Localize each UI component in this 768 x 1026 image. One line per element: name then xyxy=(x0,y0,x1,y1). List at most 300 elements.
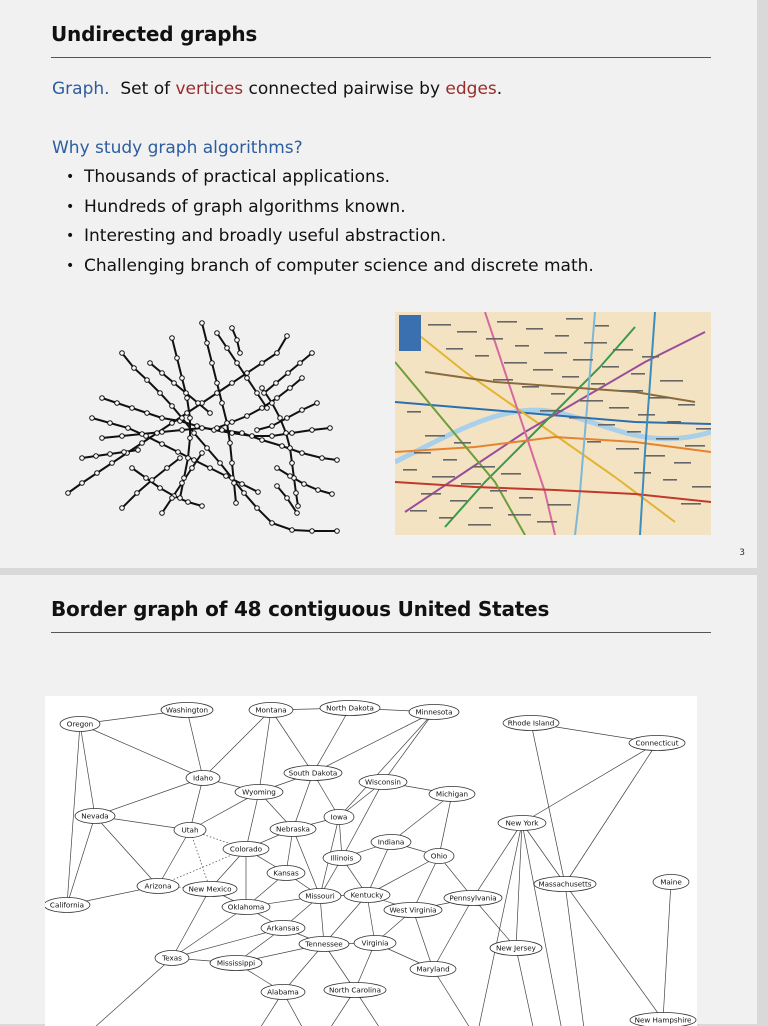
graph-vertex xyxy=(186,456,191,461)
state-node-north-carolina xyxy=(324,983,386,998)
station-label-mark xyxy=(587,441,601,443)
graph-vertex xyxy=(108,421,113,426)
bullet-list xyxy=(84,165,594,283)
subway-map-illustration xyxy=(395,312,711,535)
graph-vertex xyxy=(298,361,303,366)
state-label: Oklahoma xyxy=(228,903,265,912)
graph-vertex xyxy=(175,356,180,361)
graph-vertex xyxy=(178,496,183,501)
graph-vertex xyxy=(170,421,175,426)
graph-vertex xyxy=(215,391,220,396)
graph-vertex xyxy=(256,490,261,495)
graph-vertex xyxy=(286,371,291,376)
station-label-mark xyxy=(598,424,615,426)
graph-vertex xyxy=(185,411,190,416)
state-node-montana xyxy=(249,703,293,718)
state-border-graph xyxy=(45,696,697,1026)
graph-vertex xyxy=(130,466,135,471)
bullet-item: • Hundreds of graph algorithms known. xyxy=(84,195,594,225)
graph-vertex xyxy=(230,420,235,425)
station-label-mark xyxy=(526,328,543,330)
graph-vertex xyxy=(115,401,120,406)
station-label-mark xyxy=(609,407,629,409)
graph-vertex xyxy=(192,431,197,436)
state-label: Kentucky xyxy=(351,891,385,900)
definition-text-1: Set of xyxy=(120,79,170,99)
graph-vertex xyxy=(208,466,213,471)
state-node-alabama xyxy=(261,985,305,1000)
graph-vertex xyxy=(270,521,275,526)
state-label: Wyoming xyxy=(242,788,276,797)
station-label-mark xyxy=(674,462,691,464)
graph-vertex xyxy=(260,438,265,443)
state-node-wisconsin xyxy=(359,775,407,790)
graph-vertex xyxy=(126,426,131,431)
state-node-colorado xyxy=(223,842,269,857)
state-label: Missouri xyxy=(305,892,335,901)
state-label: New York xyxy=(506,819,540,828)
edges-term: edges xyxy=(445,79,496,99)
state-label: Minnesota xyxy=(415,708,452,717)
graph-vertex xyxy=(100,396,105,401)
graph-vertex xyxy=(165,466,170,471)
graph-vertex xyxy=(160,416,165,421)
state-label: Nebraska xyxy=(276,825,310,834)
state-node-minnesota xyxy=(409,705,459,720)
graph-definition xyxy=(52,79,502,99)
graph-vertex xyxy=(220,428,225,433)
graph-edge-chain xyxy=(277,468,332,494)
station-label-mark xyxy=(425,435,445,437)
graph-vertex xyxy=(170,404,175,409)
state-node-south-dakota xyxy=(284,766,342,781)
graph-vertex xyxy=(172,381,177,386)
graph-vertex xyxy=(144,434,149,439)
graph-vertex xyxy=(66,491,71,496)
station-label-mark xyxy=(551,393,565,395)
state-label: California xyxy=(50,901,84,910)
station-label-mark xyxy=(602,366,619,368)
graph-vertex xyxy=(100,436,105,441)
graph-vertex xyxy=(245,376,250,381)
state-node-ohio xyxy=(424,849,454,864)
graph-vertex xyxy=(130,406,135,411)
graph-vertex xyxy=(220,401,225,406)
station-label-mark xyxy=(403,469,417,471)
state-node-utah xyxy=(174,823,206,838)
graph-vertex xyxy=(315,401,320,406)
state-node-oklahoma xyxy=(222,900,270,915)
graph-vertex xyxy=(205,341,210,346)
station-label-mark xyxy=(638,414,655,416)
graph-vertex xyxy=(235,361,240,366)
graph-vertex xyxy=(275,351,280,356)
station-label-mark xyxy=(504,362,527,364)
station-label-mark xyxy=(475,355,489,357)
state-node-nevada xyxy=(75,809,115,824)
station-label-mark xyxy=(493,379,513,381)
station-label-mark xyxy=(566,318,583,320)
state-label: South Dakota xyxy=(289,769,338,778)
graph-vertex xyxy=(218,461,223,466)
graph-vertex xyxy=(284,431,289,436)
graph-vertex xyxy=(285,496,290,501)
graph-vertex xyxy=(215,381,220,386)
station-label-mark xyxy=(634,472,651,474)
graph-vertex xyxy=(228,441,233,446)
state-node-washington xyxy=(161,703,213,718)
state-label: Oregon xyxy=(67,720,93,729)
station-label-mark xyxy=(569,417,589,419)
station-label-mark xyxy=(508,514,531,516)
graph-vertex xyxy=(285,416,290,421)
station-label-mark xyxy=(631,373,645,375)
why-study-question: Why study graph algorithms? xyxy=(52,138,303,158)
graph-term: Graph. xyxy=(52,79,110,99)
graph-vertex xyxy=(185,396,190,401)
state-label: North Carolina xyxy=(329,986,381,995)
graph-vertex xyxy=(302,482,307,487)
state-label: Montana xyxy=(255,706,286,715)
station-label-mark xyxy=(540,410,563,412)
state-label: Colorado xyxy=(230,845,262,854)
station-label-mark xyxy=(642,356,659,358)
state-node-new-jersey xyxy=(490,941,542,956)
graph-vertex xyxy=(260,406,265,411)
title-rule xyxy=(51,632,711,633)
station-label-mark xyxy=(450,500,467,502)
station-label-mark xyxy=(645,455,665,457)
definition-text-2: connected pairwise by xyxy=(248,79,440,99)
station-label-mark xyxy=(656,438,679,440)
graph-vertex xyxy=(288,474,293,479)
graph-vertex xyxy=(270,424,275,429)
station-label-mark xyxy=(407,411,421,413)
station-label-mark xyxy=(692,486,711,488)
graph-vertex xyxy=(300,376,305,381)
station-label-mark xyxy=(584,342,607,344)
station-label-mark xyxy=(613,349,633,351)
vertices-term: vertices xyxy=(176,79,244,99)
state-node-maine xyxy=(653,875,689,890)
station-label-mark xyxy=(490,490,507,492)
state-label: Arizona xyxy=(145,882,172,891)
station-label-mark xyxy=(443,459,457,461)
station-label-mark xyxy=(501,473,521,475)
graph-vertex xyxy=(245,371,250,376)
station-label-mark xyxy=(414,452,431,454)
station-label-mark xyxy=(537,521,557,523)
graph-vertex xyxy=(335,529,340,534)
graph-vertex xyxy=(144,476,149,481)
station-label-mark xyxy=(562,376,579,378)
graph-vertex xyxy=(310,529,315,534)
graph-vertex xyxy=(110,461,115,466)
graph-vertex xyxy=(290,431,295,436)
state-node-new-york xyxy=(498,816,546,831)
graph-vertex xyxy=(186,500,191,505)
graph-vertex xyxy=(230,431,235,436)
graph-vertex xyxy=(294,491,299,496)
station-label-mark xyxy=(681,503,701,505)
graph-vertex xyxy=(330,492,335,497)
state-label: Tennessee xyxy=(304,940,343,949)
station-label-mark xyxy=(457,331,477,333)
graph-vertex xyxy=(230,461,235,466)
state-label: Ohio xyxy=(431,852,448,861)
graph-vertex xyxy=(290,528,295,533)
graph-vertex xyxy=(94,454,99,459)
map-logo xyxy=(399,315,421,351)
graph-vertex xyxy=(195,424,200,429)
state-label: Arkansas xyxy=(267,924,300,933)
state-label: West Virginia xyxy=(389,906,436,915)
station-label-mark xyxy=(660,380,683,382)
state-node-indiana xyxy=(371,835,411,850)
graph-vertex xyxy=(150,478,155,483)
state-node-tennessee xyxy=(299,937,349,952)
state-label: Mississippi xyxy=(217,959,255,968)
state-label: Michigan xyxy=(436,790,468,799)
graph-vertex xyxy=(178,456,183,461)
graph-vertex xyxy=(155,431,160,436)
state-node-maryland xyxy=(410,962,456,977)
graph-vertex xyxy=(190,466,195,471)
graph-vertex xyxy=(335,458,340,463)
state-label: New Jersey xyxy=(496,944,537,953)
state-label: Rhode Island xyxy=(508,719,555,728)
graph-vertex xyxy=(224,474,229,479)
graph-vertex xyxy=(310,428,315,433)
graph-vertex xyxy=(188,416,193,421)
state-node-virginia xyxy=(354,936,396,951)
graph-vertex xyxy=(184,391,189,396)
graph-vertex xyxy=(260,386,265,391)
graph-vertex xyxy=(285,334,290,339)
state-node-connecticut xyxy=(629,736,685,751)
station-label-mark xyxy=(522,386,539,388)
graph-vertex xyxy=(182,476,187,481)
station-label-mark xyxy=(472,466,495,468)
graph-edge-chain xyxy=(217,333,267,408)
graph-vertex xyxy=(145,411,150,416)
graph-vertex xyxy=(200,426,205,431)
state-label: Texas xyxy=(161,954,182,963)
graph-vertex xyxy=(208,411,213,416)
graph-vertex xyxy=(316,488,321,493)
graph-vertex xyxy=(274,381,279,386)
title-rule xyxy=(51,57,711,58)
state-node-california xyxy=(45,898,90,913)
graph-vertex xyxy=(225,346,230,351)
graph-vertex xyxy=(242,491,247,496)
station-label-mark xyxy=(591,383,605,385)
station-label-mark xyxy=(468,524,491,526)
state-label: Virginia xyxy=(361,939,388,948)
state-node-kansas xyxy=(267,866,305,881)
station-label-mark xyxy=(439,517,453,519)
state-label: Alabama xyxy=(267,988,299,997)
station-label-mark xyxy=(533,369,553,371)
graph-vertex xyxy=(240,482,245,487)
graph-vertex xyxy=(238,351,243,356)
station-label-mark xyxy=(544,352,567,354)
graph-vertex xyxy=(230,381,235,386)
station-label-mark xyxy=(555,335,569,337)
station-label-mark xyxy=(479,507,493,509)
graph-vertex xyxy=(180,376,185,381)
slide-border-graph xyxy=(0,575,757,1024)
state-label: North Dakota xyxy=(326,704,374,713)
bullet-item: • Interesting and broadly useful abstraction. xyxy=(84,224,594,254)
graph-vertex xyxy=(205,446,210,451)
slide-title: Undirected graphs xyxy=(51,22,257,46)
graph-vertex xyxy=(176,450,181,455)
station-label-mark xyxy=(410,510,427,512)
state-label: Wisconsin xyxy=(365,778,401,787)
graph-vertex xyxy=(240,431,245,436)
graph-vertex xyxy=(296,504,301,509)
state-label: Illinois xyxy=(331,854,354,863)
graph-vertex xyxy=(170,496,175,501)
state-label: Maryland xyxy=(416,965,449,974)
state-node-missouri xyxy=(299,889,341,904)
graph-vertex xyxy=(295,511,300,516)
state-node-texas xyxy=(155,951,189,966)
state-node-west-virginia xyxy=(384,903,442,918)
station-label-mark xyxy=(620,390,643,392)
graph-vertex xyxy=(188,436,193,441)
random-graph-illustration xyxy=(62,318,344,538)
state-label: Indiana xyxy=(378,838,405,847)
station-label-mark xyxy=(454,442,471,444)
graph-vertex xyxy=(108,452,113,457)
graph-vertex xyxy=(328,426,333,431)
slide-title: Border graph of 48 contiguous United States xyxy=(51,597,549,621)
station-label-mark xyxy=(649,397,669,399)
station-label-mark xyxy=(461,483,481,485)
state-node-illinois xyxy=(323,851,361,866)
graph-vertex xyxy=(180,481,185,486)
station-label-mark xyxy=(663,479,677,481)
state-node-nebraska xyxy=(270,822,316,837)
state-node-iowa xyxy=(324,810,354,825)
graph-vertex xyxy=(148,361,153,366)
graph-vertex xyxy=(136,448,141,453)
bullet-item: • Thousands of practical applications. xyxy=(84,165,594,195)
graph-vertex xyxy=(250,434,255,439)
state-node-kentucky xyxy=(344,888,390,903)
state-node-north-dakota xyxy=(320,701,380,716)
state-label: Idaho xyxy=(193,774,213,783)
graph-vertex xyxy=(245,414,250,419)
state-label: Washington xyxy=(166,706,208,715)
graph-vertex xyxy=(260,361,265,366)
graph-vertex xyxy=(232,481,237,486)
graph-vertex xyxy=(320,456,325,461)
state-node-mississippi xyxy=(210,956,262,971)
bullet-item: • Challenging branch of computer science and discrete math. xyxy=(84,254,594,284)
state-node-arkansas xyxy=(261,921,305,936)
state-label: Iowa xyxy=(331,813,348,822)
graph-vertex xyxy=(275,484,280,489)
graph-vertex xyxy=(160,371,165,376)
page-number: 3 xyxy=(739,548,745,558)
graph-vertex xyxy=(200,321,205,326)
state-node-wyoming xyxy=(235,785,283,800)
graph-vertex xyxy=(300,451,305,456)
state-node-arizona xyxy=(137,879,179,894)
graph-vertex xyxy=(265,406,270,411)
graph-vertex xyxy=(80,481,85,486)
state-label: Connecticut xyxy=(635,739,678,748)
graph-vertex xyxy=(255,428,260,433)
graph-vertex xyxy=(215,426,220,431)
state-node-oregon xyxy=(60,717,100,732)
graph-vertex xyxy=(225,421,230,426)
graph-vertex xyxy=(120,351,125,356)
graph-vertex xyxy=(160,442,165,447)
state-node-rhode-island xyxy=(503,716,559,731)
state-label: New Mexico xyxy=(188,885,231,894)
graph-vertex xyxy=(280,444,285,449)
station-label-mark xyxy=(486,338,503,340)
graph-vertex xyxy=(290,461,295,466)
graph-vertex xyxy=(158,391,163,396)
graph-vertex xyxy=(288,386,293,391)
state-node-idaho xyxy=(186,771,220,786)
station-label-mark xyxy=(515,345,529,347)
graph-vertex xyxy=(262,391,267,396)
graph-vertex xyxy=(170,336,175,341)
station-label-mark xyxy=(696,428,711,430)
station-label-mark xyxy=(428,324,451,326)
state-node-new-mexico xyxy=(183,882,237,897)
graph-vertex xyxy=(255,506,260,511)
state-node-michigan xyxy=(429,787,475,802)
station-label-mark xyxy=(548,504,571,506)
station-label-mark xyxy=(421,493,441,495)
graph-vertex xyxy=(275,396,280,401)
graph-vertex xyxy=(255,391,260,396)
state-node-massachusetts xyxy=(534,877,596,892)
station-label-mark xyxy=(685,445,705,447)
graph-vertex xyxy=(300,408,305,413)
graph-vertex xyxy=(230,476,235,481)
graph-vertex xyxy=(120,434,125,439)
station-label-mark xyxy=(595,325,609,327)
state-label: Maine xyxy=(660,878,682,887)
graph-vertex xyxy=(180,428,185,433)
graph-vertex xyxy=(270,434,275,439)
station-label-mark xyxy=(446,348,463,350)
graph-vertex xyxy=(210,361,215,366)
graph-vertex xyxy=(278,416,283,421)
station-label-mark xyxy=(580,400,603,402)
graph-vertex xyxy=(160,511,165,516)
station-label-mark xyxy=(432,476,455,478)
graph-vertex xyxy=(122,450,127,455)
station-label-mark xyxy=(497,321,517,323)
graph-vertex xyxy=(135,491,140,496)
graph-vertex xyxy=(200,504,205,509)
graph-vertex xyxy=(310,351,315,356)
graph-vertex xyxy=(140,441,145,446)
station-label-mark xyxy=(519,497,533,499)
graph-vertex xyxy=(145,378,150,383)
graph-vertex xyxy=(275,466,280,471)
graph-vertex xyxy=(288,446,293,451)
